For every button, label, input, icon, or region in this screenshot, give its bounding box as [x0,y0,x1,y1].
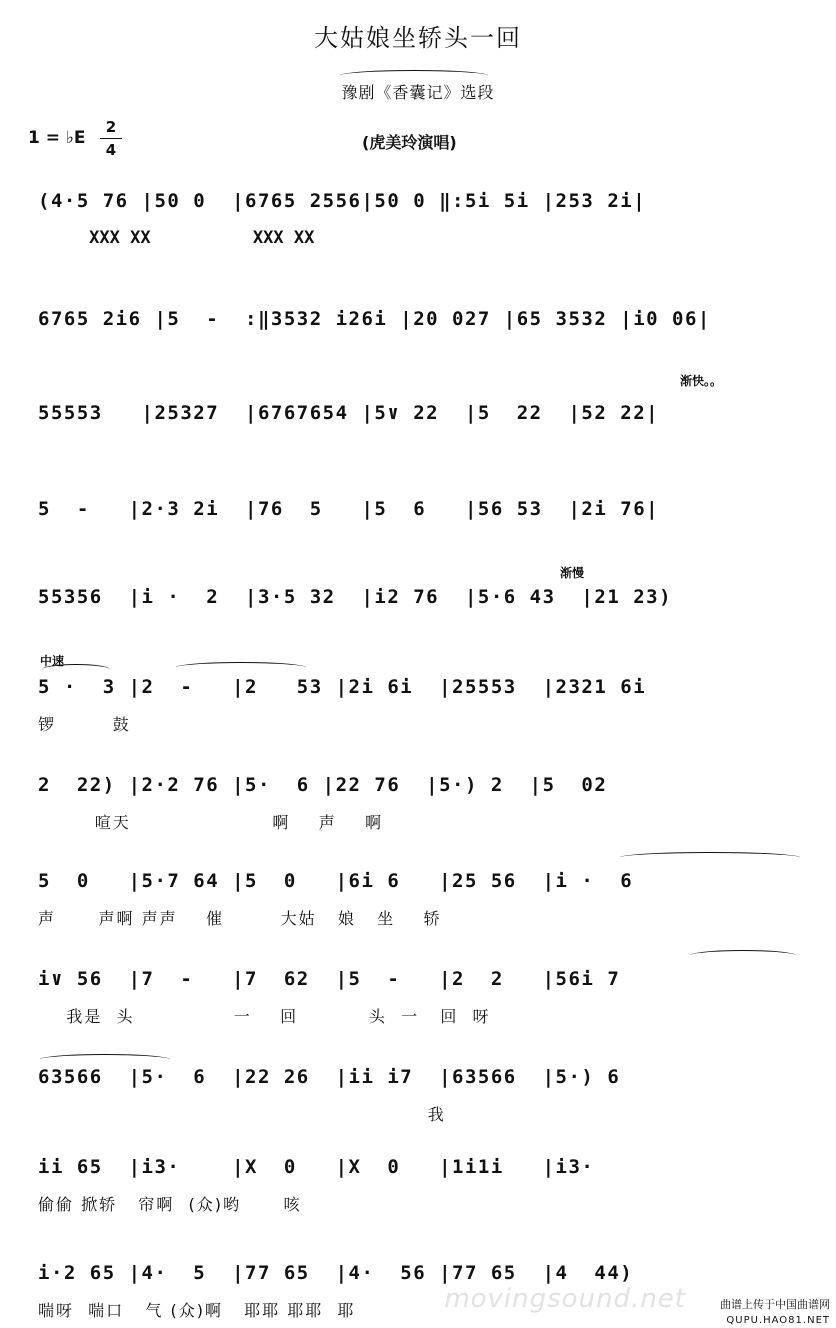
notation-line: ii 65 |i3· |X 0 |X 0 |1i1i |i3· [38,1156,595,1178]
score-system [0,374,836,462]
lyrics-line: 声 声啊 声声 催 大姑 娘 坐 轿 [38,909,442,928]
percussion-line: XXX XX XXX XX [38,228,315,248]
song-title: 大姑娘坐轿头一回 [314,24,522,52]
score-system [0,774,836,834]
slur [176,662,306,673]
notation-line: 5 0 |5·7 64 |5 0 |6i 6 |25 56 |i · 6 [38,870,634,892]
watermark: movingsound.net [444,1284,686,1314]
score-system [0,566,836,646]
notation-line: 5 - |2·3 2i |76 5 |5 6 |56 53 |2i 76| [38,498,660,520]
upload-credit: 曲谱上传于中国曲谱网 [720,1298,830,1311]
score-system [0,1066,836,1126]
score-system [0,308,836,368]
singer-credit: (虎美玲演唱) [362,133,457,152]
lyrics-line: 喘呀 喘口 气 (众)啊 耶耶 耶耶 耶 [38,1301,356,1320]
slur [690,950,796,961]
notation-line: i·2 65 |4· 5 |77 65 |4· 56 |77 65 |4 44) [38,1262,634,1284]
notation-line: 6765 2i6 |5 - :‖3532 i26i |20 027 |65 3532 |i0 06| [38,308,711,330]
score-system [0,1262,836,1322]
key-signature: 1 = ♭E [28,128,86,148]
slur [340,70,488,81]
lyrics-line: 我 [38,1105,446,1124]
notation-line: i∨ 56 |7 - |7 62 |5 - |2 2 |56i 7 [38,968,621,990]
slur [40,1054,170,1065]
score-system [0,870,836,930]
slur [42,664,110,675]
tempo-marking: 渐慢 [560,566,585,580]
notation-line: 55553 |25327 |6767654 |5∨ 22 |5 22 |52 22| [38,402,660,424]
notation-line: 5 · 3 |2 - |2 53 |2i 6i |25553 |2321 6i [38,676,647,698]
score-system [0,654,836,736]
lyrics-line: 我是 头 一 回 头 一 回 呀 [38,1007,491,1026]
tempo-marking: 渐快。。 [680,374,723,388]
meter-numerator: 2 [105,118,117,136]
lyrics-line: 喧天 啊 声 啊 [38,813,384,832]
meter-denominator: 4 [105,141,117,159]
lyrics-line: 锣 鼓 [38,715,131,734]
score-system [0,498,836,558]
tempo-marking: 中速 [40,654,65,668]
notation-line: 55356 |i · 2 |3·5 32 |i2 76 |5·6 43 |21 23) [38,586,673,608]
slur [620,852,800,863]
time-signature [100,118,122,159]
notation-line: 63566 |5· 6 |22 26 |ii i7 |63566 |5·) 6 [38,1066,621,1088]
song-subtitle: 豫剧《香囊记》选段 [341,83,495,102]
notation-line: (4·5 76 |50 0 |6765 2556|50 0 ‖:5i 5i |253 2i| [38,190,647,212]
site-url: QUPU.HAO81.NET [726,1315,830,1326]
score-system [0,190,836,250]
lyrics-line: 偷偷 掀轿 帘啊 (众)哟 咳 [38,1195,302,1214]
notation-line: 2 22) |2·2 76 |5· 6 |22 76 |5·) 2 |5 02 [38,774,608,796]
meter-divider [100,138,122,139]
score-system [0,968,836,1028]
score-system [0,1156,836,1216]
